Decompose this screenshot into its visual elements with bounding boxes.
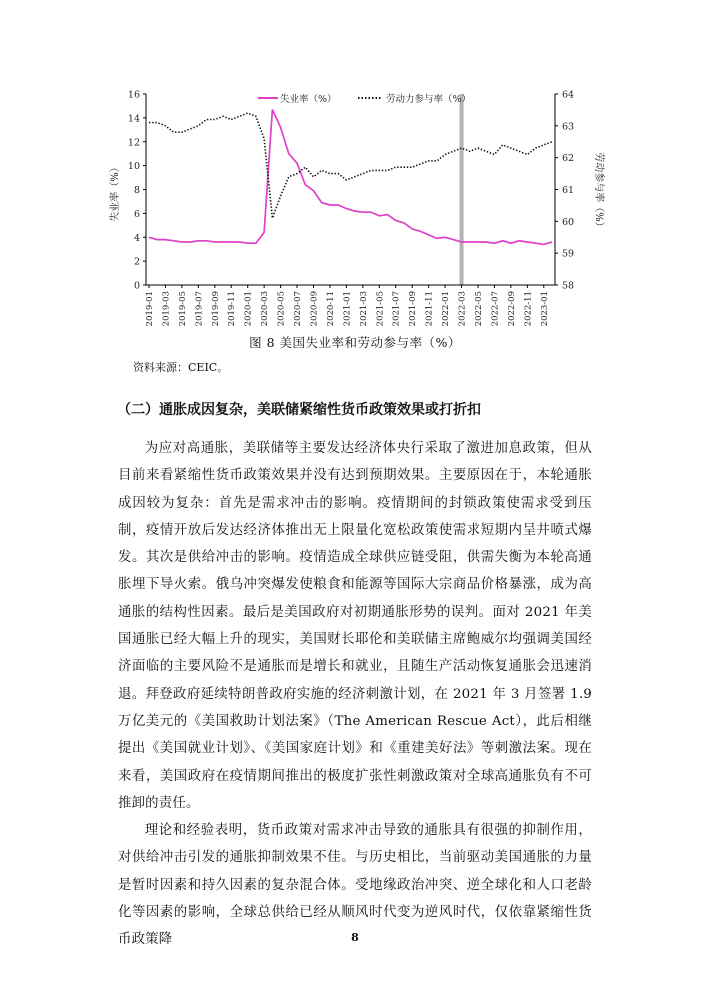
x-tick-label: 2022-11: [523, 291, 534, 327]
x-tick-label: 2020-05: [276, 291, 287, 327]
x-tick-label: 2019-07: [194, 291, 205, 327]
x-tick-label: 2020-11: [325, 291, 336, 327]
x-tick-label: 2022-09: [506, 291, 517, 327]
x-tick-label: 2020-09: [309, 291, 320, 327]
y-tick-label-left: 6: [133, 208, 140, 220]
x-tick-label: 2020-01: [243, 291, 254, 327]
y-tick-label-right: 59: [562, 248, 575, 260]
figure-source: 资料来源：CEIC。: [133, 361, 229, 374]
y-axis-left-label: 失业率（%）: [110, 162, 121, 222]
x-tick-label: 2021-11: [424, 291, 435, 327]
y-tick-label-right: 63: [562, 121, 575, 133]
x-tick-label: 2023-01: [539, 291, 550, 327]
y-tick-label-right: 58: [562, 280, 575, 292]
unemployment-participation-chart: [90, 82, 610, 332]
x-tick-label: 2022-03: [457, 291, 468, 327]
section-heading: （二）通胀成因复杂，美联储紧缩性货币政策效果或打折扣: [117, 402, 481, 418]
x-tick-label: 2019-11: [227, 291, 238, 327]
paragraph: 为应对高通胀，美联储等主要发达经济体央行采取了激进加息政策，但从目前来看紧缩性货币政策效果并没有达到预期效果。主要原因在于，本轮通胀成因较为复杂：首先是需求冲击的影响。疫情期间的封锁政策使需求受到压制，疫情开放后发达经济体推出无上限量化宽松政策使需求短期内呈井喷式爆发。其次是供给冲击的影响。疫情造成全球供应链受阻，供需失衡为本轮高通胀埋下导火索。俄乌冲突爆发使粮食和能源等国际大宗商品价格暴涨，成为高通胀的结构性因素。最后是美国政府对初期通胀形势的误判。面对 2021 年美国通胀已经大幅上升的现实，美国财长耶伦和美联储主席鲍威尔均强调美国经济面临的主要风险不是通胀而是增长和就业，且随生产活动恢复通胀会迅速消退。拜登政府延续特朗普政府实施的经济刺激计划，在 2021 年 3 月签署 1.9 万亿美元的《美国救助计划法案》（The American Rescue Act），此后相继提出《美国就业计划》、《美国家庭计划》和《重建美好法》等刺激法案。现在来看，美国政府在疫情期间推出的极度扩张性刺激政策对全球高通胀负有不可推卸的责任。: [118, 441, 592, 811]
participation-rate-line: [149, 113, 552, 218]
legend-unemployment-label: 失业率（%）: [280, 94, 337, 105]
x-tick-label: 2021-01: [342, 291, 353, 327]
x-tick-label: 2020-07: [293, 291, 304, 327]
y-tick-label-left: 12: [127, 137, 140, 149]
y-tick-label-left: 10: [127, 161, 140, 173]
figure-caption: 图 8 美国失业率和劳动参与率（%）: [249, 335, 461, 350]
y-tick-label-left: 8: [133, 185, 140, 196]
y-tick-label-left: 0: [133, 280, 140, 292]
legend-participation-label: 劳动力参与率（%）: [386, 94, 472, 105]
x-tick-label: 2021-09: [408, 291, 419, 327]
body-text: [118, 435, 592, 954]
x-tick-label: 2019-01: [145, 291, 155, 327]
highlight-bar: [460, 94, 464, 285]
unemployment-rate-line: [149, 110, 552, 245]
x-tick-label: 2021-03: [358, 291, 369, 327]
y-tick-label-right: 61: [562, 185, 575, 196]
y-axis-right-label: 劳动参与率（%）: [593, 152, 604, 232]
y-tick-label-left: 14: [127, 113, 140, 125]
x-tick-label: 2019-05: [177, 291, 188, 327]
paragraph: 理论和经验表明，货币政策对需求冲击导致的通胀具有很强的抑制作用，对供给冲击引发的通胀抑制效果不佳。与历史相比，当前驱动美国通胀的力量是暂时因素和持久因素的复杂混合体。受地缘政治冲突、逆全球化和人口老龄化等因素的影响，全球总供给已经从顺风时代变为逆风时代，仅依靠紧缩性货币政策降: [118, 823, 592, 948]
x-tick-label: 2020-03: [260, 291, 271, 327]
x-tick-label: 2021-05: [375, 291, 386, 327]
y-tick-label-left: 16: [127, 89, 140, 101]
y-tick-label-right: 60: [562, 216, 575, 228]
x-tick-label: 2019-03: [161, 291, 172, 327]
x-tick-label: 2019-09: [210, 291, 221, 327]
x-tick-label: 2021-07: [391, 291, 402, 327]
x-tick-label: 2022-07: [490, 291, 501, 327]
y-tick-label-right: 62: [562, 153, 575, 165]
y-tick-label-left: 4: [133, 232, 140, 244]
plot-area: [128, 90, 574, 327]
x-tick-label: 2022-05: [473, 291, 484, 327]
y-tick-label-right: 64: [562, 89, 575, 101]
legend: [258, 93, 471, 105]
page-number: 8: [351, 931, 359, 944]
x-tick-label: 2022-01: [441, 291, 452, 327]
y-tick-label-left: 2: [133, 256, 140, 268]
